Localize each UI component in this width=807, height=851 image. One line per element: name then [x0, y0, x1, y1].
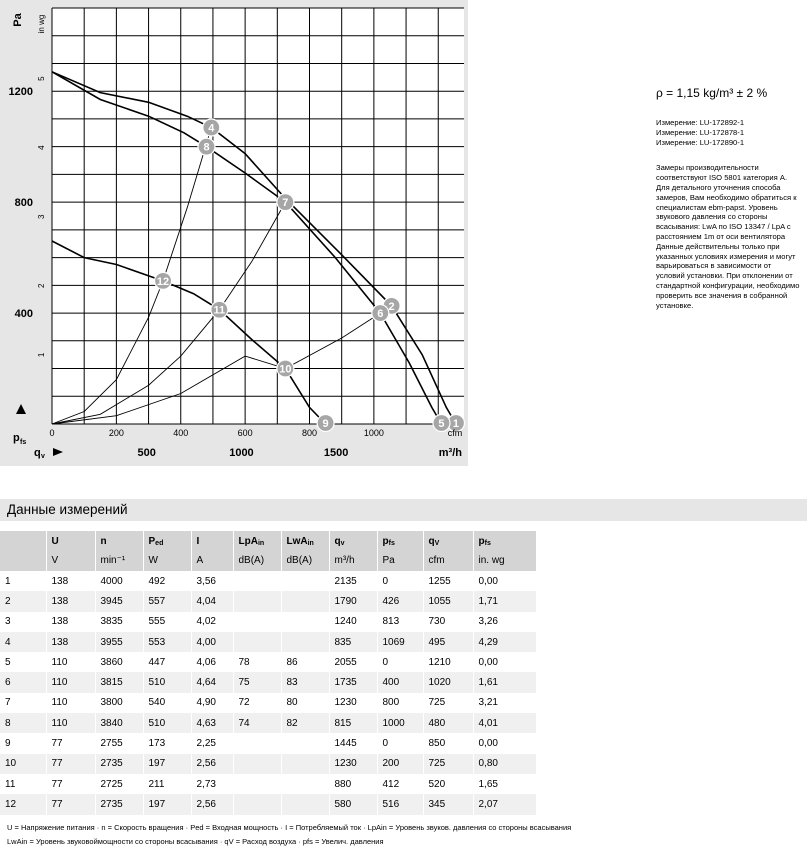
table-cell: 4,29	[473, 632, 536, 652]
measurement-table-wrapper	[0, 531, 536, 815]
table-cell	[233, 733, 281, 753]
table-cell: 510	[143, 713, 191, 733]
table-cell: 3835	[95, 612, 143, 632]
table-cell	[281, 591, 329, 611]
operating-point-label: 10	[279, 363, 292, 376]
unit-cell: m³/h	[329, 551, 377, 571]
table-cell: 1,61	[473, 672, 536, 692]
x-tick-label-cfm: 800	[301, 428, 318, 438]
table-cell: 725	[423, 754, 473, 774]
unit-cell: Pa	[377, 551, 423, 571]
unit-cell: W	[143, 551, 191, 571]
table-cell: 553	[143, 632, 191, 652]
table-cell: 3,21	[473, 693, 536, 713]
table-cell: 8	[0, 713, 46, 733]
table-cell	[233, 774, 281, 794]
fan-performance-chart	[0, 0, 468, 466]
table-cell: 11	[5, 778, 16, 790]
table-cell: 5	[5, 656, 11, 668]
table-cell: 110	[46, 652, 95, 672]
table-row	[0, 754, 536, 774]
unit-cell: V	[46, 551, 95, 571]
table-cell: 4,02	[191, 612, 233, 632]
col-header-power: $P_{ed}$	[143, 531, 191, 551]
operating-point-label: 7	[282, 197, 289, 210]
table-row	[0, 612, 536, 632]
table-cell	[233, 794, 281, 814]
table-cell: 138	[46, 612, 95, 632]
unit-cell: min⁻¹	[95, 551, 143, 571]
table-cell: 557	[143, 591, 191, 611]
air-density: ρ = 1,15 kg/m³ ± 2 %	[656, 86, 768, 100]
table-cell: 0,00	[473, 652, 536, 672]
table-cell: 1069	[377, 632, 423, 652]
unit-cell: dB(A)	[281, 551, 329, 571]
col-header-voltage: U	[46, 531, 95, 551]
operating-point-label: 5	[438, 418, 445, 430]
plot-area	[52, 8, 464, 424]
col-header-flow-cfm: $q_V$	[423, 531, 473, 551]
table-cell	[233, 754, 281, 774]
col-header-lpa: LpA$_{in}$	[233, 531, 281, 551]
table-cell	[281, 612, 329, 632]
table-cell: 850	[423, 733, 473, 753]
x-unit-m3h: m³/h	[438, 447, 462, 459]
col-header-index	[0, 531, 46, 551]
table-cell: 4000	[95, 571, 143, 591]
table-cell: 412	[377, 774, 423, 794]
table-cell: 3,26	[473, 612, 536, 632]
table-cell: 3860	[95, 652, 143, 672]
table-cell: 3	[5, 616, 11, 628]
table-cell: 138	[46, 591, 95, 611]
table-cell: 4,04	[191, 591, 233, 611]
table-cell: 80	[281, 693, 329, 713]
table-cell: 83	[281, 672, 329, 692]
table-cell: 2735	[95, 754, 143, 774]
col-header-pressure-pa: $p_{fs}$	[377, 531, 423, 551]
table-cell: 2,25	[191, 733, 233, 753]
table-cell: 1,71	[473, 591, 536, 611]
table-cell: 0,80	[473, 754, 536, 774]
table-cell: 880	[329, 774, 377, 794]
unit-cell: cfm	[423, 551, 473, 571]
table-cell: 77	[46, 754, 95, 774]
table-cell: 725	[423, 693, 473, 713]
table-cell: 516	[377, 794, 423, 814]
table-cell	[233, 591, 281, 611]
table-cell: 3945	[95, 591, 143, 611]
table-cell: 4,00	[191, 632, 233, 652]
table-cell: 2,73	[191, 774, 233, 794]
table-cell: 75	[233, 672, 281, 692]
table-cell: 2755	[95, 733, 143, 753]
table-cell	[281, 754, 329, 774]
y-axis-title-inwg: in wg	[37, 14, 46, 34]
y-tick-label-inwg: 2	[37, 283, 46, 289]
table-cell: 110	[46, 713, 95, 733]
table-cell: 2135	[329, 571, 377, 591]
table-cell: 86	[281, 652, 329, 672]
table-cell: 3800	[95, 693, 143, 713]
table-cell: 835	[329, 632, 377, 652]
table-cell: 510	[143, 672, 191, 692]
table-cell: 4	[0, 632, 46, 652]
y-tick-label-pa: 800	[14, 197, 33, 210]
table-cell: 211	[143, 774, 191, 794]
table-cell: 1445	[329, 733, 377, 753]
table-cell: 3,56	[191, 571, 233, 591]
table-cell: 78	[233, 652, 281, 672]
table-cell: 82	[281, 713, 329, 733]
table-cell: 2055	[329, 652, 377, 672]
table-row	[0, 571, 536, 591]
x-axis-symbol: q	[34, 447, 41, 459]
x-tick-label-cfm: 600	[237, 428, 253, 438]
table-cell: 138	[46, 571, 95, 591]
operating-point-label: 1	[452, 418, 460, 430]
y-axis-title-pa: Pa	[12, 13, 24, 27]
table-cell: 520	[423, 774, 473, 794]
y-tick-label-pa: 400	[14, 308, 33, 321]
table-cell: 2735	[95, 794, 143, 814]
table-cell: 4,90	[191, 693, 233, 713]
operating-point-label: 8	[203, 141, 210, 154]
table-cell: 77	[46, 774, 95, 794]
table-cell	[233, 612, 281, 632]
table-row	[0, 733, 536, 753]
table-cell	[281, 632, 329, 652]
table-cell: 540	[143, 693, 191, 713]
table-cell: 0,00	[473, 733, 536, 753]
table-units-row	[0, 551, 536, 571]
table-cell: 3815	[95, 672, 143, 692]
table-cell: 72	[233, 693, 281, 713]
table-cell: 1020	[423, 672, 473, 692]
table-row	[0, 713, 536, 733]
operating-point-label: 9	[322, 418, 329, 430]
operating-point-label: 12	[156, 275, 170, 288]
table-cell: 2	[0, 591, 46, 611]
table-header-row	[0, 531, 536, 551]
table-cell	[281, 794, 329, 814]
table-cell	[233, 571, 281, 591]
table-cell: 0	[377, 652, 423, 672]
unit-cell: in. wg	[473, 551, 536, 571]
table-cell: 1240	[329, 612, 377, 632]
table-cell: 800	[377, 693, 423, 713]
x-tick-label-cfm: 1000	[363, 428, 384, 438]
x-tick-label-m3h: 1500	[323, 447, 349, 459]
unit-cell: dB(A)	[233, 551, 281, 571]
table-cell: 4,63	[191, 713, 233, 733]
table-cell: 110	[46, 672, 95, 692]
table-cell: 1230	[329, 693, 377, 713]
x-axis-arrow-icon	[53, 448, 63, 456]
x-axis-symbol-sub: v	[41, 453, 45, 460]
table-cell: 1	[5, 575, 11, 587]
table-cell: 1055	[423, 591, 473, 611]
unit-cell: A	[191, 551, 233, 571]
table-cell: 1255	[423, 571, 473, 591]
legend-line: LwAin = Уровень звуковоймощности со стороны всасывания · qV = Расход воздуха · pfs = Увелич. давления	[7, 837, 384, 846]
chart-svg	[0, 0, 468, 466]
table-legend	[7, 821, 807, 849]
table-cell: 580	[329, 794, 377, 814]
table-cell: 1,65	[473, 774, 536, 794]
y-axis-arrow-icon	[16, 404, 26, 414]
unit-cell	[0, 551, 46, 571]
table-row	[0, 591, 536, 611]
table-cell: 138	[46, 632, 95, 652]
x-tick-label-cfm: 400	[173, 428, 189, 438]
table-cell: 77	[46, 733, 95, 753]
table-cell: 3840	[95, 713, 143, 733]
x-tick-label-cfm: 0	[49, 428, 55, 438]
col-header-flow-m3h: $q_v$	[329, 531, 377, 551]
col-header-speed: n	[95, 531, 143, 551]
table-cell: 0,00	[473, 571, 536, 591]
table-cell: 2725	[95, 774, 143, 794]
table-row	[0, 794, 536, 814]
y-tick-label-inwg: 4	[37, 145, 46, 150]
table-row	[0, 672, 536, 692]
y-axis-symbol: p	[13, 432, 20, 444]
section-title: Данные измерений	[0, 499, 807, 521]
table-cell	[233, 632, 281, 652]
x-tick-label-m3h: 500	[137, 447, 156, 459]
table-cell	[281, 571, 329, 591]
table-cell: 345	[423, 794, 473, 814]
table-cell: 492	[143, 571, 191, 591]
table-row	[0, 693, 536, 713]
x-tick-label-m3h: 1000	[229, 447, 254, 459]
table-cell: 4,06	[191, 652, 233, 672]
table-cell: 197	[143, 754, 191, 774]
table-cell: 495	[423, 632, 473, 652]
table-cell: 200	[377, 754, 423, 774]
table-cell: 1000	[377, 713, 423, 733]
table-row	[0, 774, 536, 794]
measurement-list	[656, 118, 802, 147]
col-header-pressure-inwg: $p_{fs}$	[473, 531, 536, 551]
table-cell: 4,64	[191, 672, 233, 692]
table-cell: 730	[423, 612, 473, 632]
table-cell: 2,56	[191, 794, 233, 814]
info-panel	[656, 86, 802, 310]
table-cell: 197	[143, 794, 191, 814]
table-cell: 815	[329, 713, 377, 733]
table-cell: 1230	[329, 754, 377, 774]
table-cell: 77	[46, 794, 95, 814]
table-cell: 447	[143, 652, 191, 672]
table-cell: 9	[5, 738, 11, 750]
y-tick-label-pa: 1200	[8, 86, 33, 99]
table-cell: 400	[377, 672, 423, 692]
col-header-lwa: LwA$_{in}$	[281, 531, 329, 551]
y-tick-label-inwg: 3	[37, 214, 46, 220]
x-unit-cfm: cfm	[447, 428, 463, 438]
measurement-table	[0, 531, 536, 815]
table-cell: 0	[377, 571, 423, 591]
table-cell: 1790	[329, 591, 377, 611]
table-cell: 2,07	[473, 794, 536, 814]
table-row	[0, 632, 536, 652]
table-cell: 1735	[329, 672, 377, 692]
legend-line: U = Напряжение питания · n = Скорость вращения · Ped = Входная мощность · I = Потребляемый ток · LpAin = Уровень звуков. давления со стороны всасывания	[7, 823, 572, 832]
table-cell	[281, 774, 329, 794]
measurement-id: Измерение: LU-172892-1	[656, 118, 745, 127]
y-tick-label-inwg: 5	[37, 76, 46, 81]
table-cell: 0	[377, 733, 423, 753]
table-cell: 10	[0, 754, 46, 774]
operating-point-label: 6	[377, 308, 384, 321]
x-tick-label-cfm: 200	[108, 428, 124, 438]
table-cell	[281, 733, 329, 753]
table-cell: 480	[423, 713, 473, 733]
y-tick-label-inwg: 1	[37, 352, 46, 358]
table-cell: 4,01	[473, 713, 536, 733]
table-cell: 1210	[423, 652, 473, 672]
operating-point-label: 2	[388, 300, 395, 313]
table-cell: 110	[46, 693, 95, 713]
table-cell: 173	[143, 733, 191, 753]
operating-point-label: 4	[208, 122, 215, 135]
table-cell: 6	[0, 672, 46, 692]
table-cell: 12	[0, 794, 46, 814]
table-cell: 426	[377, 591, 423, 611]
table-cell: 3955	[95, 632, 143, 652]
table-cell: 813	[377, 612, 423, 632]
measurement-note: Замеры производительности соответствуют ISO 5801 категория А. Для детального уточнения способа замеров, Вам необходимо обратиться к специалистам ebm-papst. Уровень звукового давления со стороны всасывания: LwA по ISO 13347 / LpA с расстоянием 1m от оси вентилятора Данные действительны только при указанных условиях измерения и могут варьироваться в зависимости от условий установки. При отклонении от стандартной конфигурации, необходимо проверить все значения в собранной установке.	[656, 163, 800, 310]
operating-point-label: 11	[213, 304, 226, 317]
table-cell: 2,56	[191, 754, 233, 774]
table-cell: 7	[5, 697, 11, 709]
measurement-id: Измерение: LU-172890-1	[656, 137, 745, 147]
table-cell: 555	[143, 612, 191, 632]
table-cell: 74	[233, 713, 281, 733]
y-axis-symbol-sub: fs	[20, 439, 27, 446]
measurement-id: Измерение: LU-172878-1	[656, 127, 745, 137]
table-row	[0, 652, 536, 672]
table-body	[0, 571, 536, 815]
col-header-current: I	[191, 531, 233, 551]
